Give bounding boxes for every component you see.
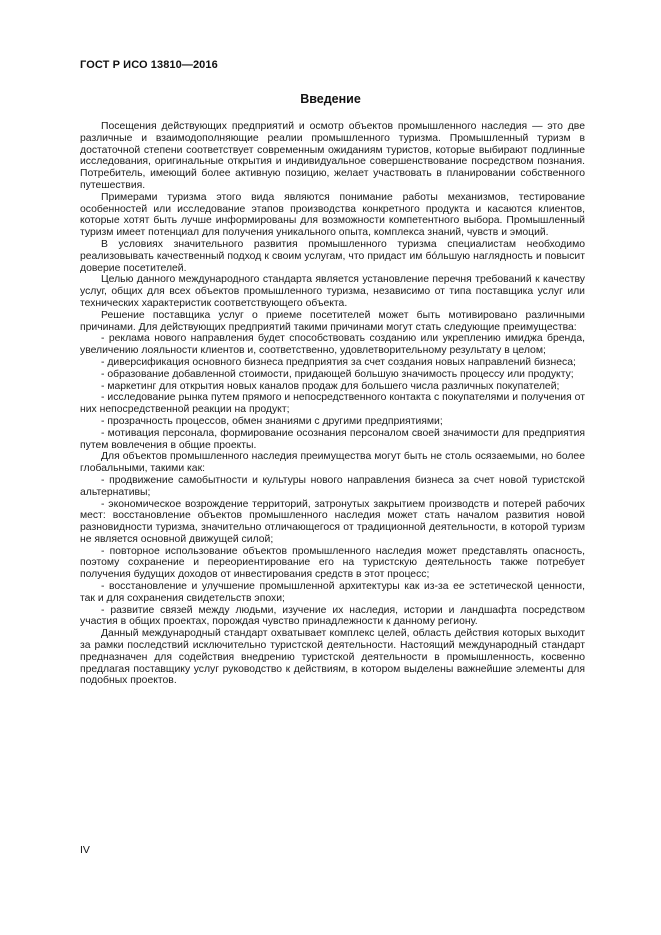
- paragraph: Для объектов промышленного наследия преимущества могут быть не столь осязаемыми, но более глобальными, такими как:: [80, 451, 585, 475]
- list-item: - маркетинг для открытия новых каналов продаж для большего числа различных покупателей;: [101, 380, 560, 392]
- paragraph: Примерами туризма этого вида являются понимание работы механизмов, тестирование особенностей или исследование этапов производства конкретного продукта и касаются клиентов, которые хотят быть лучше информированы для возможности компетентного выбора. Промышленный туризм имеет потенциал для получения уникального опыта, комплекса знаний, чувств и эмоций.: [80, 191, 585, 239]
- list-item: - восстановление и улучшение промышленной архитектуры как из-за ее эстетической ценности, так и для сохранения свидетельств эпохи;: [80, 581, 585, 604]
- standard-code-header: ГОСТ Р ИСО 13810—2016: [80, 59, 218, 71]
- body-text: [80, 121, 585, 687]
- paragraph: Решение поставщика услуг о приеме посетителей может быть мотивировано различными причинами. Для действующих предприятий такими причинами могут стать следующие преимущества:: [80, 309, 585, 333]
- paragraph: Данный международный стандарт охватывает комплекс целей, область действия которых выходит за рамки последствий исключительно туристской деятельности. Настоящий международный стандарт предназначен для содействия внедрению туристской деятельности в промышленность, косвенно предлагая поставщику услуг руководство к действиям, в котором выделены важнейшие элементы для подобных проектов.: [80, 628, 585, 687]
- page-number: IV: [80, 844, 90, 856]
- list-item: - мотивация персонала, формирование осознания персоналом своей значимости для предприятия путем вовлечения в общие проекты.: [80, 427, 585, 451]
- paragraph: Посещения действующих предприятий и осмотр объектов промышленного наследия — это две различные и взаимодополняющие реалии промышленного туризма. Промышленный туризм в достаточной степени соответствует современным ожиданиям туристов, которые выбирают подлинные исследования, оригинальные открытия и индивидуальное совершенствование посредством познания. Потребитель, имеющий более активную позицию, желает участвовать в планировании собственного путешествия.: [80, 121, 585, 191]
- section-title: Введение: [300, 92, 361, 106]
- list-item: - повторное использование объектов промышленного наследия может представлять опасность, поэтому сохранение и переориентирование его на туристскую деятельность также потребует получения будущих доходов от инвестирования средств в этот процесс;: [80, 545, 585, 581]
- list-item: - образование добавленной стоимости, придающей большую значимость процессу или продукту;: [101, 368, 574, 380]
- list-item: - развитие связей между людьми, изучение их наследия, истории и ландшафта посредством участия в общих проектах, порождая чувство принадлежности к данному региону.: [80, 604, 585, 628]
- paragraph: В условиях значительного развития промышленного туризма специалистам необходимо реализовывать качественный подход к своим услугам, что придаст им бóльшую наглядность и повысит доверие посетителей.: [80, 238, 585, 274]
- list-item: - экономическое возрождение территорий, затронутых закрытием производств и потерей рабочих мест: восстановление объектов промышленного наследия может стать началом развития новой разновидности туризма, значительно отличающегося от традиционной деятельности, в которой туризм не является основной движущей силой;: [80, 498, 585, 545]
- list-item: - прозрачность процессов, обмен знаниями с другими предприятиями;: [101, 415, 443, 427]
- list-item: - продвижение самобытности и культуры нового направления бизнеса за счет новой туристской альтернативы;: [80, 474, 585, 498]
- list-item: - диверсификация основного бизнеса предприятия за счет создания новых направлений бизнеса;: [101, 356, 576, 368]
- list-item: - исследование рынка путем прямого и непосредственного контакта с покупателями и получения от них непосредственной реакции на продукт;: [80, 392, 585, 416]
- list-item: - реклама нового направления будет способствовать созданию или укреплению имиджа бренда, увеличению лояльности клиентов и, соответственно, удовлетворительному результату в целом;: [80, 333, 585, 357]
- paragraph: Целью данного международного стандарта является установление перечня требований к качеству услуг, общих для всех объектов промышленного туризма, независимо от типа поставщика услуг или технических характеристик соответствующего объекта.: [80, 274, 585, 309]
